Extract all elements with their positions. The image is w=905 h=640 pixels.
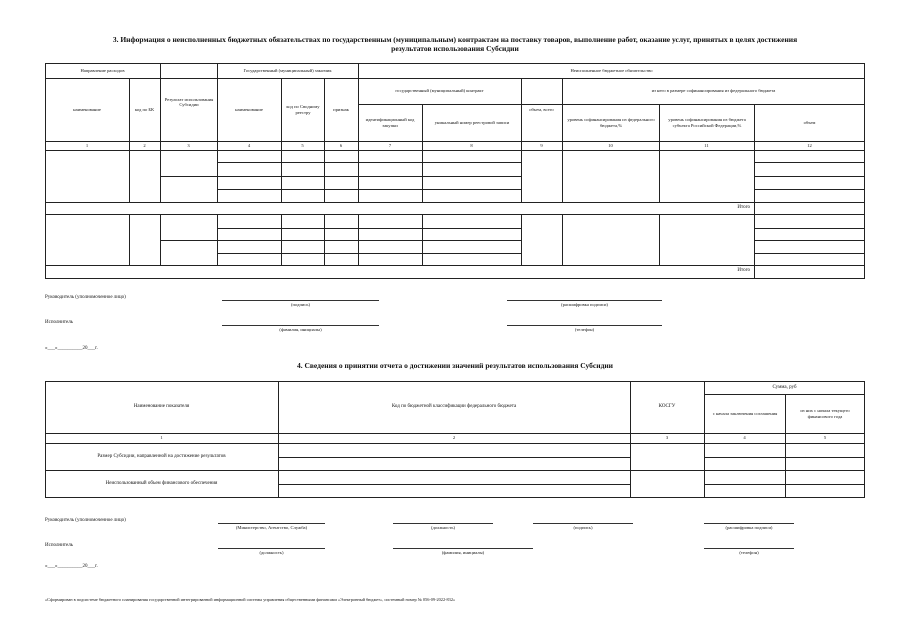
row-label-unused: Неиспользованный объем финансового обеспечения — [105, 481, 218, 487]
decode-caption: (расшифровка подписи) — [561, 302, 608, 307]
header-contract-regnum: уникальный номер реестровой записи — [434, 119, 510, 125]
col-number: 2 — [452, 435, 456, 441]
position-line[interactable] — [393, 523, 493, 524]
grand-total-label: Итого — [737, 268, 750, 273]
fio-line[interactable] — [222, 325, 379, 326]
header-result: Результат использования Субсидии — [164, 96, 214, 107]
decode-caption: (расшифровка подписи) — [725, 525, 773, 530]
col-number: 11 — [704, 142, 709, 148]
col-number: 4 — [743, 435, 746, 441]
col-number: 5 — [301, 142, 304, 148]
col-number: 2 — [143, 142, 146, 148]
fio-caption: (фамилия, инициалы) — [441, 550, 485, 555]
col-number: 1 — [160, 435, 163, 441]
header-directions: Направление расходов — [80, 67, 125, 73]
col-number: 9 — [540, 142, 543, 148]
header-unfulfilled: Неисполненное бюджетное обязательство — [570, 67, 653, 73]
decode-line[interactable] — [704, 523, 794, 524]
header-cofin-of: из него в размере софинансирования из федерального бюджета — [651, 88, 776, 94]
row-label-subsidy: Размер Субсидии, направленной на достижение результатов — [97, 453, 226, 459]
position-caption: (должность) — [430, 525, 456, 530]
section3-title-line1: 3. Информация о неисполненных бюджетных обязательствах по государственным (муниципальным) контрактам на поставку товаров, выполнение работ, оказание услуг, принятых в целях достижения — [112, 35, 798, 44]
fio-caption: (фамилия, инициалы) — [279, 327, 322, 332]
ministry-line[interactable] — [218, 523, 325, 524]
header-customer-name: наименование — [235, 106, 263, 112]
signature-line[interactable] — [533, 523, 633, 524]
executor-label: Исполнитель — [45, 320, 73, 325]
header-volume-total: объем, всего — [529, 106, 554, 112]
header-name: наименование — [73, 106, 101, 112]
col-number: 6 — [339, 142, 343, 148]
executor-label: Исполнитель — [45, 543, 73, 548]
total-label: Итого — [737, 205, 750, 210]
sign-caption: (подпись) — [573, 525, 593, 530]
sign-caption: (подпись) — [290, 302, 311, 307]
position-caption: (должность) — [259, 550, 284, 555]
header-indicator: Наименование показателя — [133, 404, 190, 410]
phone-caption: (телефон) — [739, 550, 759, 555]
col-number: 10 — [608, 142, 613, 148]
footer-note: «Сформирован в подсистеме бюджетного планирования государственной интегрированной информационной системы управления общественными финансами «Электронный бюджет», системный номер № 056-09-2022-832» — [45, 597, 456, 602]
col-number: 1 — [85, 142, 89, 148]
date-field[interactable]: «___»__________20___г. — [45, 564, 98, 569]
header-customer: Государственный (муниципальный) заказчик — [243, 67, 332, 73]
section3-title-line2: результатов использования Субсидии — [391, 44, 519, 53]
header-volume: объем — [803, 119, 816, 125]
signature-line[interactable] — [222, 300, 379, 301]
header-from-year: из них с начала текущего финансового года — [800, 408, 850, 419]
header-kbk: Код по бюджетной классификации федерального бюджета — [391, 404, 517, 410]
header-sum: Сумма, руб — [772, 384, 797, 390]
phone-caption: (телефон) — [574, 327, 595, 332]
col-number: 4 — [247, 142, 251, 148]
col-number: 8 — [470, 142, 473, 148]
col-number: 12 — [807, 142, 812, 148]
section4-title: 4. Сведения о принятии отчета о достижении значений результатов использования Субсидии — [296, 361, 614, 370]
date-field[interactable]: «___»__________20___г. — [45, 346, 98, 351]
header-code-bk: код по БК — [134, 106, 155, 112]
fio-line[interactable] — [393, 548, 533, 549]
head-label: Руководитель (уполномоченное лицо) — [45, 518, 126, 523]
phone-line[interactable] — [507, 325, 662, 326]
position-line-2[interactable] — [218, 548, 325, 549]
header-level-fed: уровень софинансирования из федерального бюджета,% — [567, 117, 655, 128]
header-customer-attr: признак — [333, 106, 349, 112]
decode-line[interactable] — [507, 300, 662, 301]
phone-line[interactable] — [704, 548, 794, 549]
header-customer-registry: код по Сводному реестру — [286, 104, 320, 115]
col-number: 3 — [187, 142, 190, 148]
ministry-caption: (Министерство, Агентство, Служба) — [235, 525, 308, 530]
head-label: Руководитель (уполномоченное лицо) — [45, 295, 126, 300]
header-from-start: с начала заключения соглашения — [712, 410, 778, 416]
col-number: 3 — [665, 435, 669, 441]
header-contract: государственный (муниципальный) контракт — [395, 88, 484, 94]
header-kosgu: КОСГУ — [658, 404, 676, 410]
header-level-subject: уровень софинансирования из бюджета субъекта Российской Федерации,% — [668, 117, 746, 128]
col-number: 5 — [823, 435, 827, 441]
header-contract-id: идентификационный код закупки — [365, 117, 415, 128]
col-number: 7 — [388, 142, 392, 148]
